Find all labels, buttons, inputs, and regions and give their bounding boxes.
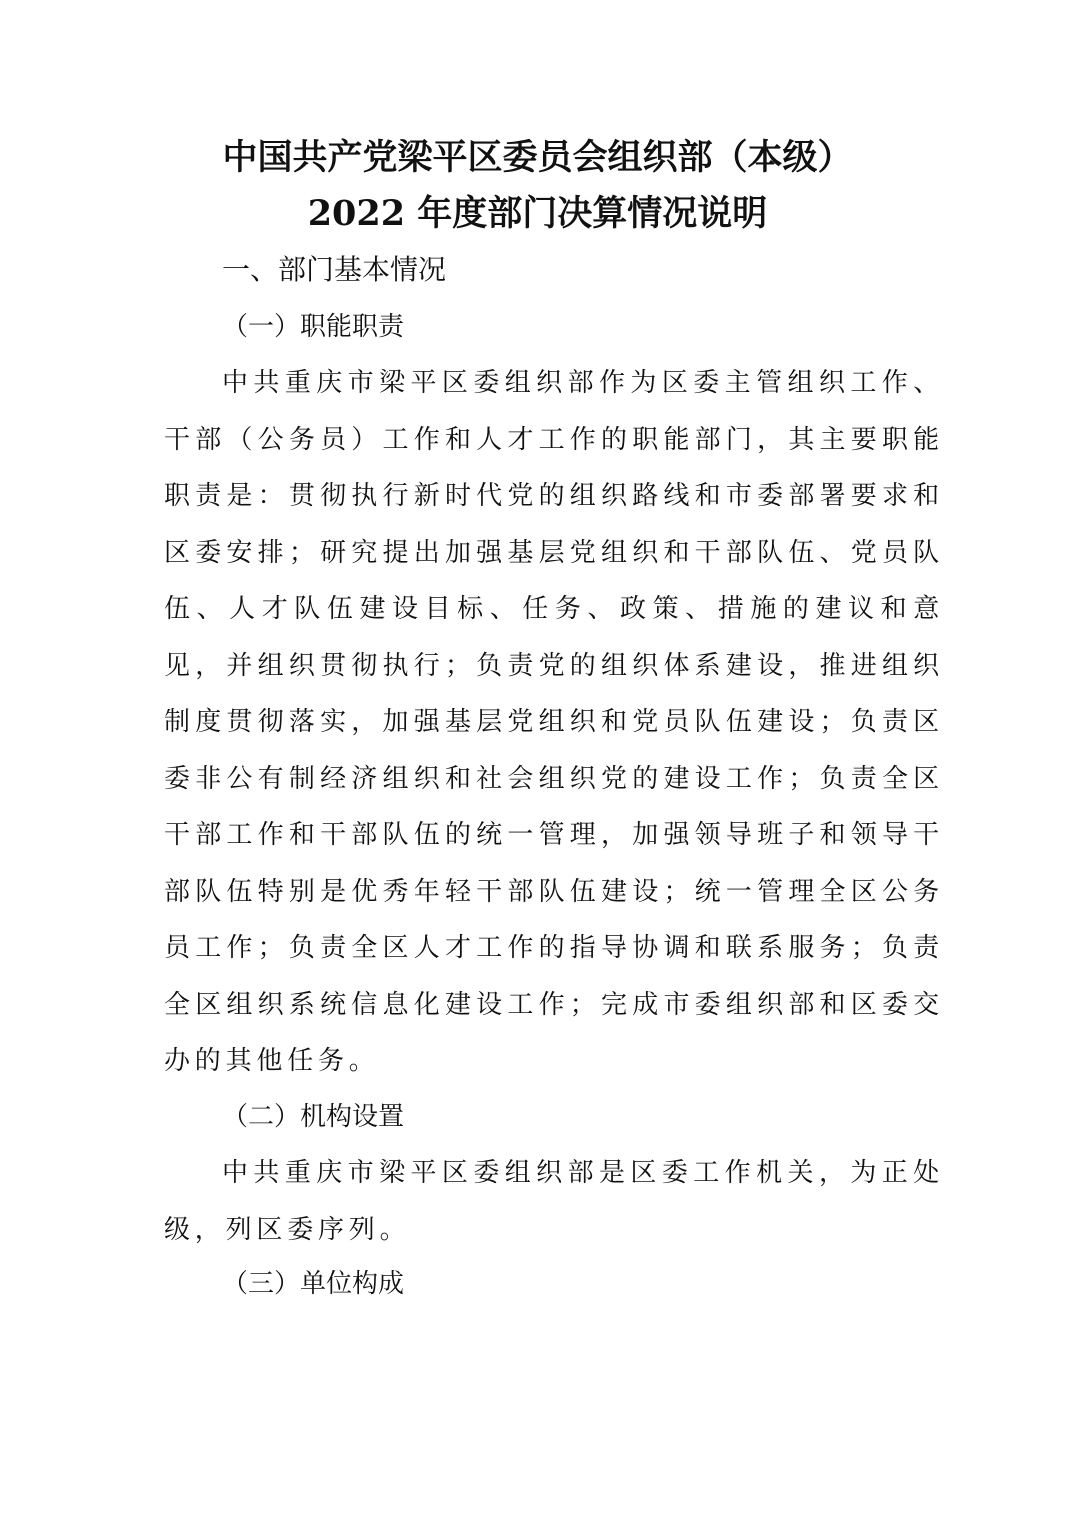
subsection-heading-unit-composition: （三）单位构成: [222, 1269, 405, 1299]
paragraph-organization: 中共重庆市梁平区委组织部是区委工作机关，为正处级，列区委序列。: [164, 1158, 944, 1245]
section-heading-basic-info: 一、部门基本情况: [222, 253, 447, 286]
paragraph-functions: 中共重庆市梁平区委组织部作为区委主管组织工作、干部（公务员）工作和人才工作的职能部门，其主要职能职责是：贯彻执行新时代党的组织路线和市委部署要求和区委安排；研究提出加强基层党组织和干部队伍、党员队伍、人才队伍建设目标、任务、政策、措施的建议和意见，并组织贯彻执行；负责党的组织体系建设，推进组织制度贯彻落实，加强基层党组织和党员队伍建设；负责区委非公有制经济组织和社会组织党的建设工作；负责全区干部工作和干部队伍的统一管理，加强领导班子和领导干部队伍特别是优秀年轻干部队伍建设；统一管理全区公务员工作；负责全区人才工作的指导协调和联系服务；负责全区组织系统信息化建设工作；完成市委组织部和区委交办的其他任务。: [164, 368, 944, 1076]
subsection-heading-functions: （一）职能职责: [222, 312, 405, 342]
subsection-heading-organization: （二）机构设置: [222, 1102, 405, 1132]
document-title-line-1: 中国共产党梁平区委员会组织部（本级）: [222, 137, 853, 178]
document-title-line-2: 2022 年度部门决算情况说明: [307, 193, 768, 234]
